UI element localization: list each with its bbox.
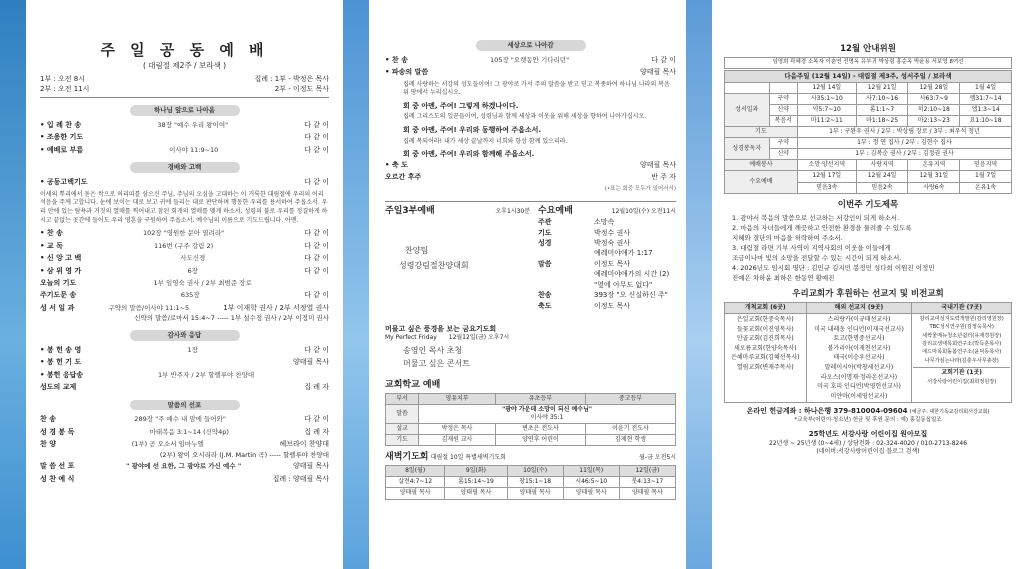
order-label: • 신 앙 고 백 [40,254,82,263]
wednesday-item [538,229,676,238]
section-pill: 말씀의 선포 [130,400,240,411]
wednesday-service-box [538,205,676,323]
order-leader: 다 같 이 [304,178,329,187]
services-panel [369,0,686,569]
table-cell: 약5:7~10 [797,104,856,115]
order-label: 성 서 일 과 [40,303,75,312]
wednesday-item-label [538,281,588,290]
table-cell: 구약 [769,138,797,149]
next-sunday: 다음주일 (12월 14일) - 대림절 제3주, 성서주일 / 보라색 [725,70,1012,82]
order-content: 289장 "주 예수 내 맘에 들어와" [134,415,226,424]
left-margin-strip [0,0,26,569]
table-cell: 롬15:14~19 [445,477,507,488]
handwritten-note: 머물고 싶은 콘서트 [403,358,470,368]
order-leader: 반 주 자 [651,173,676,182]
order-leader: 다 같 이 [304,345,329,354]
table-cell: 이윤기 전도사 [585,423,675,434]
mission-item: 라오스(이명재·정라온선교사) [820,373,898,381]
table-header: 해외 선교지 (9곳) [806,302,912,313]
order-label: • 교 독 [40,241,63,250]
table-cell: 히2:10~18 [908,104,960,115]
order-row [40,242,329,251]
bank-account: 온라인 헌금계좌 : 하나은행 379-810004-09604 [746,407,908,416]
order-row [40,133,329,142]
table-cell: 1부 : 김복순 권사 / 2부 : 김정권 권사 [797,149,1011,160]
table-cell: 성서일과 [725,93,770,126]
order-row [40,178,329,187]
table-header: 국내기관 (7곳) [912,302,1012,313]
order-row [40,462,329,471]
table-cell: 소망·양선지역 [797,160,856,171]
sending-words: 집례 사랑하는 서강의 성도들이여! 그 광야로 가서 주의 말씀을 받고 믿고 복종하여 하나님 나라의 복음 위 땅에서 누리십시오. [403,80,670,97]
order-label: • 입 례 찬 송 [40,121,82,130]
table-cell: 10일(수) [507,466,563,477]
ushers-list: 임영희 곽혜경 소복자 이춘연 전명옥 유부귀 박상림 홍순옥 박윤용 서보영 8여선 [724,57,1012,68]
order-content: 635장 [180,291,200,300]
table-cell: 설교 [386,423,419,434]
mission-item: 들꽃교회(이진영목사) [736,325,794,333]
mission-item: 새오름교회(한양숙목사) [733,344,797,352]
order-label: 성 경 봉 독 [40,427,75,436]
wednesday-item-value: 예레미야애가 1:17 [594,249,653,258]
dawn-subtitle: 대림절 10일 특별새벽기도회 [430,454,506,462]
table-cell: 예배봉사 [725,160,798,171]
congregation-response: 회 중 아멘, 주여! 우리와 함께해 주옵소서. [403,150,535,159]
order-content: 105장 "오랫동안 기다리던" [490,55,570,64]
table-cell: 12일(금) [619,466,675,477]
worship-order-panel [26,0,343,569]
wednesday-item-value: 이정도 목사 [594,259,631,268]
table-cell: 시46:5~10 [563,477,619,488]
order-row [40,146,329,155]
order-row [40,279,329,288]
school-message: "광야 가운데 소망이 되신 예수님" [502,405,593,413]
standing-note: (•표는 회중 모두가 일어서서) [604,185,676,192]
order-row [385,161,676,170]
order-row [40,371,329,380]
institution-subheader: 교회기관 (1곳) [913,367,1010,378]
order-leader: 양태필 목사 [292,462,329,471]
section-pill: 경배와 고백 [130,162,240,173]
order-subline: (2부) 왕이 오시리라 (J.M. Martin 곡) ----- 할렐루야 찬양대 [159,450,329,459]
order-row [40,267,329,276]
order-content: (1부) 곧 오소서 임마누엘 [131,440,204,449]
table-cell: 사63:7~9 [908,93,960,104]
table-cell: 롬1:1~7 [856,104,908,115]
sending-words: 집례 그리스도의 일꾼들이여, 성령님과 함께 세상과 이웃을 위해 세상을 향하여 나아가십시오. [403,113,647,121]
order-leader: 집 례 자 [304,383,329,392]
order-leader: 다 같 이 [304,291,329,300]
wednesday-item-value: 소망속 [594,218,615,227]
order-row [40,291,329,300]
order-row [40,346,329,355]
table-cell: 사랑지역 [856,160,908,171]
order-label: • 축 도 [385,160,408,169]
wednesday-item [538,302,676,311]
table-cell: 사7:10~16 [856,93,908,104]
confession-prayer: 이새의 뿌리에서 돋은 싹으로 허리띠를 삼으신 주님, 주님의 오심을 고대하는 이 거룩한 대림절에 우리의 어리석음을 주께 고합니다. 눈에 보이는 대로 보고 귀에 들리는 대로 판단하며 행동한 우리를 용서하여 주옵소서. 우리 안에 있는 탐욕과 거짓의 열매를 찍어내고 참된 회개의 열매를 맺게 하소서. 성령의 불로 우리를 정결하게 하시고 끝없는 곳간에 들어도 우리 영혼을 구원하여 주옵소서. 예수님의 이름으로 기도드립니다. 아멘. [40,190,328,224]
order-label: 주기도문 송 [40,291,77,300]
mission-title: 우리교회가 후원하는 선교지 및 비전교회 [792,288,944,299]
order-content: 마태복음 3:1~14 (신약4p) [149,427,229,436]
order-leader: 다 같 이 [304,254,329,263]
wednesday-item-value: 이정도 목사 [594,301,631,310]
mission-item: 토고(한명중선교사) [833,335,885,343]
order-label: • 파송의 말씀 [385,68,429,77]
dawn-title: 새벽기도회 [385,452,429,463]
order-row [40,415,329,424]
order-content: 구약의 말씀/이사야 11:1~5 [108,303,190,312]
announcements-panel [712,0,1024,569]
table-cell [806,314,912,403]
order-leader: 다 같 이 [304,266,329,275]
third-service-box [385,205,530,323]
table-cell: 살전4:7~12 [386,477,445,488]
church-school-title: 교회학교 예배 [385,379,441,390]
institution-item: 서강사랑어린이집(최희정원장) [927,378,997,385]
order-label: 오늘의 기도 [40,279,77,288]
ushers-title: 12월 안내위원 [840,44,896,54]
mission-item: 안골교회(김진희목사) [736,335,794,343]
handwritten-note: 송영인 목사 초청 [403,345,463,355]
kindergarten-title: 25학년도 서강사랑 어린이집 원아모집 [808,430,928,439]
congregation-response: 회 중 아멘, 주여! 그렇게 하겠나이다. [403,102,519,111]
mission-item: 스리랑카(이규태선교사) [827,316,891,324]
table-cell: 수요예배 [725,171,798,193]
mission-item: 감리교여성지도력개발원(감리영원장) [919,316,1004,323]
table-cell: 1월 7일 [960,171,1012,182]
order-row [40,254,329,263]
order-leader: 집례 : 양태필 목사 [272,474,329,483]
order-leader: 양태필 목사 [639,160,676,169]
dawn-prayer-header [385,451,676,463]
order-leader: 다 같 이 [651,55,676,64]
wednesday-item-value: 박정수 권사 [594,228,631,237]
order-content: 116번 (구주 강림 2) [153,241,214,250]
order-content: 102장 "영원한 문아 열려라" [143,229,225,238]
mission-item: 나무가심는나라(김충우사무총장) [924,357,999,364]
table-header: 영유치부 [419,393,496,404]
prayer-item: 조금이나마 빛의 소망을 전달할 수 있는 시간이 되게 하소서. [732,254,902,263]
wednesday-item-label: 찬송 [538,291,552,300]
schedule-table [724,70,1012,194]
mission-item: 은일교회(한중숙목사) [736,316,794,324]
order-row [40,428,329,437]
table-cell: 사랑6속 [908,182,960,193]
table-cell: 기도 [725,127,798,138]
wednesday-item [538,218,676,227]
friday-title: 머물고 싶은 풍경을 보는 금요기도회 [385,325,497,333]
wednesday-time: 12월10일(수) 오전11시 [611,208,676,215]
order-label: • 봉헌 응답송 [40,370,84,379]
order-row [40,383,329,392]
table-cell: 1부 : 구완우 권사 / 2부 : 박상림 장로 / 3부 : 최우석 청년 [797,127,1011,138]
table-cell: 구약 [769,93,797,104]
table-cell: 12월 17일 [797,171,856,182]
school-reference: 이사야 35:1 [530,413,564,421]
dawn-time: 월-금 오전5시 [639,454,676,462]
dawn-prayer-table [385,465,676,499]
order-label: 성 찬 예 식 [40,474,75,483]
order-label: • 찬 송 [40,229,63,238]
order-row [40,229,329,238]
order-leader: 다 같 이 [304,121,329,130]
table-cell: 성경봉독자 [725,138,770,160]
table-cell: 양태필 목사 [507,488,563,499]
table-cell [912,314,1012,403]
order-row [385,173,676,182]
order-row [40,440,329,449]
order-label: 말 씀 선 포 [40,462,75,471]
table-cell: 1부 : 정 연 집사 / 2부 : 김현수 집사 [797,138,1011,149]
table-cell: 온유1속 [960,182,1012,193]
wednesday-item [538,281,676,290]
order-leader: 양태필 목사 [292,358,329,367]
prayer-item: 진예은 차하윤 최하은 한동연 황예진 [732,274,835,283]
order-content: 1부 반주자 / 2부 할렐루야 찬양대 [158,370,255,379]
prayer-item: 1. 광야서 복음의 말씀으로 선교하는 서강인이 되게 하소서. [732,214,900,223]
section-pill: 하나님 앞으로 나아옴 [130,105,240,116]
page-title: 주 일 공 동 예 배 [100,41,269,59]
order-leader: 다 같 이 [304,415,329,424]
mission-item: 열림교회(변재주목사) [736,364,794,372]
table-header: 개척교회 (6곳) [725,302,807,313]
service-times [40,75,329,98]
order-label: • 봉 헌 송 영 [40,345,82,354]
mission-item: 애드마목회돌봄연구소(윤덕동목사) [922,349,1002,356]
order-label: • 삼 위 영 가 [40,266,82,275]
prayer-item: 4. 2026년도 임시회 명단 : 김민규 김지민 봉정민 성다희 이원진 이정민 [732,264,935,273]
order-content: 1장 [187,345,198,354]
date-cell: 12월 21일 [856,82,908,93]
mission-item: 새싹울메뉴청소년쉼터(유재경원장) [922,332,1002,339]
table-cell [725,314,807,403]
wednesday-item-label: 기도 [538,228,552,237]
order-label: • 찬 송 [385,55,408,64]
mission-item: TBC성서연구원(김정욱목사) [929,324,994,331]
mission-item: 태국(이승우선교사) [833,354,885,362]
table-cell: 기도 [386,435,419,446]
table-cell: 엡1:3~14 [960,104,1012,115]
table-cell: 8일(월) [386,466,445,477]
leader-1: 집례 : 1부 - 박정은 목사 [254,75,329,84]
season-subtitle: ( 대림절 제2주 / 보라색 ) [142,61,227,71]
order-label: • 봉 헌 기 도 [40,358,82,367]
table-cell: 변초은 전도사 [495,423,585,434]
prayer-topics-title: 이번주 기도제목 [837,199,899,210]
table-cell: 마11:2~11 [797,115,856,126]
kindergarten-blog: (네이버:서강사랑어린이집 블로그 검색) [816,447,920,455]
friday-english: My Perfect Friday [385,334,437,342]
table-cell: 룻4:13~17 [619,477,675,488]
order-row [40,358,329,367]
wednesday-item-label: 말씀 [538,259,552,268]
order-leader: 헤브라이 찬양대 [279,440,329,449]
table-cell: 믿음2속 [856,182,908,193]
mission-item: 미얀마(이세영선교사) [830,392,888,400]
mission-item: 볼가리아(이재천선교사) [827,344,891,352]
table-cell: 요1:10~18 [960,115,1012,126]
date-cell: 12월 28일 [908,82,960,93]
table-cell: 양연후 어린이 [495,435,585,446]
table-cell: 사35:1~10 [797,93,856,104]
table-cell: 박정은 목사 [419,423,496,434]
friday-time: 12월12일(금) 오후7시 [448,334,510,342]
handwritten-block [385,345,676,379]
sending-words: 집례 복되어라! 내가 세상 끝날까지 너희와 항상 함께 있으리라. [403,137,568,145]
church-school-table: 부서 영유치부 유초등부 중고등부 말씀 "광야 가운데 소망이 되신 예수님" 이사야 35:1 설교 박정은 목사 변초은 전도사 이윤기 전도사 기도 김재원 교사 양연후 어린이 김제현 학생 [385,393,676,446]
order-row [385,68,676,77]
order-content: 사도신경 [180,254,206,263]
prayer-item: 지혜와 결단의 마음을 허락하여 주소서. [732,234,843,243]
table-cell: 렘31:7~14 [960,93,1012,104]
third-service-time: 오후1시30분 [495,208,530,215]
table-cell: 12월 24일 [856,171,908,182]
table-cell: 김제현 학생 [585,435,675,446]
table-cell: 마1:18~25 [856,115,908,126]
friday-prayer [385,325,676,334]
order-content: 38장 "예수 우리 왕이여" [157,121,229,130]
order-leader: 양태필 목사 [639,68,676,77]
order-row [40,475,329,484]
right-margin-strip [686,0,712,569]
order-leader: 다 같 이 [304,145,329,154]
table-header: 중고등부 [585,393,675,404]
order-leader: 집 례 자 [304,427,329,436]
wednesday-item-value: 393장 "오 신실하신 주" [594,291,668,300]
date-cell: 12월 14일 [797,82,856,93]
table-cell: 12월 31일 [908,171,960,182]
table-cell: 복음서 [769,115,797,126]
table-cell: 믿음3속 [797,182,856,193]
order-label: 성도의 교제 [40,383,77,392]
table-cell: 김재원 교사 [419,435,496,446]
order-content: 1부 임영숙 권사 / 2부 최범준 장로 [153,279,252,288]
prayer-item: 3. 대림절 라면 기부 사역이 지역사회의 이웃을 이들에게 [732,244,891,253]
mission-item: 은혜마루교회(김혜선목사) [731,354,800,362]
table-cell: 양태필 목사 [563,488,619,499]
wednesday-item [538,239,676,248]
table-cell: 신약 [769,149,797,160]
order-leader: 다 같 이 [304,229,329,238]
time-2: 2부 : 오전 11시 [40,84,90,93]
table-header: 부서 [386,393,419,404]
wednesday-item-value: "옆에 아무도 없다" [594,280,653,289]
order-label: 오르간 후주 [385,173,422,182]
order-row [40,304,329,313]
order-label: • 예배로 부름 [40,145,84,154]
wednesday-item-label: 주관 [538,218,552,227]
middle-margin-strip [343,0,369,569]
congregation-response: 회 중 아멘, 주여! 우리와 동행하여 주옵소서. [403,126,542,135]
wednesday-item-label [538,270,588,279]
order-label: 찬 양 [40,440,56,449]
order-label: • 조용한 기도 [40,133,84,142]
time-1: 1부 : 오전 8시 [40,75,85,84]
mission-item: 말레이시아(박창세선교사) [824,364,894,372]
bank-note: (예금주: 대한기독교감리회서강교회) [909,409,990,416]
order-label: • 공동고백기도 [40,178,88,187]
kindergarten-info: 22년생 ~ 25년생 (0~4세) / 상담전화 : 02-324-4020 / 010-2713-8246 [768,439,968,447]
leader-2: 2부 - 이정도 목사 [274,84,329,93]
table-cell: 11일(목) [563,466,619,477]
order-leader: 다 같 이 [304,133,329,142]
table-cell: 신약 [769,104,797,115]
order-content: 이사야 11:9~10 [169,145,219,154]
wednesday-order-list [538,218,676,311]
table-cell: 믿음지역 [960,160,1012,171]
order-leader: 다 같 이 [304,241,329,250]
wednesday-item-label [538,249,588,258]
wednesday-item-value: 박정숙 권사 [594,239,631,248]
order-content: 6장 [187,266,198,275]
third-service-title: 주일3부예배 [385,206,435,216]
bank-note-2: *교육부(어린이·청소년) 헌금 및 후원 문의 : 예) 홍길동십일조 [794,416,942,423]
mission-item: 감리교생태목회연구소(박득훈목사) [922,341,1002,347]
wednesday-item [538,270,676,279]
date-cell: 1월 4일 [960,82,1012,93]
section-pill: 감사와 응답 [130,330,240,341]
section-pill: 세상으로 나아감 [476,40,586,51]
prayer-topics-list [732,213,1012,283]
table-cell: 마2:13~23 [908,115,960,126]
friday-info [385,334,676,342]
order-subline: 신약의 말씀/로마서 15:4~7 ----- 1부 설수정 권사 / 2부 이정미 권사 [134,314,329,323]
table-cell: 9일(화) [445,466,507,477]
wednesday-title: 수요예배 [538,206,573,216]
order-leader: 1부 이재학 권사 / 2부 서정열 권사 [223,303,329,312]
wednesday-item-label: 성경 [538,239,552,248]
wednesday-item-label: 축도 [538,301,552,310]
table-cell: 창15:1~18 [507,477,563,488]
sermon-title: " 광야에 선 요한, 그 광야로 가신 예수 " [126,462,242,471]
offering-account [724,407,1012,416]
mission-item: 미국 내레옹 인디언(이재국선교사) [814,325,904,333]
table-cell: 양태필 목사 [619,488,675,499]
wednesday-item-value: 예레미야애가의 시간 (2) [594,270,670,279]
wednesday-item [538,249,676,258]
table-cell: 온유지역 [908,160,960,171]
table-cell: 양태필 목사 [445,488,507,499]
order-row [385,56,676,65]
handwritten-note: 찬양팀 [405,246,429,255]
prayer-item: 2. 마음의 자녀들에게 깨끗하고 안전한 환경을 물려줄 수 있도록 [732,224,912,233]
wednesday-item [538,260,676,269]
order-row [40,121,329,130]
mission-item: 미국 호피 인디언(박영헌선교사) [817,383,901,391]
order-label: 찬 송 [40,415,56,424]
table-header: 유초등부 [495,393,585,404]
mission-table [724,302,1012,403]
wednesday-item [538,291,676,300]
handwritten-note: 성령강림절찬양대회 [399,261,469,270]
table-cell: 양태필 목사 [386,488,445,499]
